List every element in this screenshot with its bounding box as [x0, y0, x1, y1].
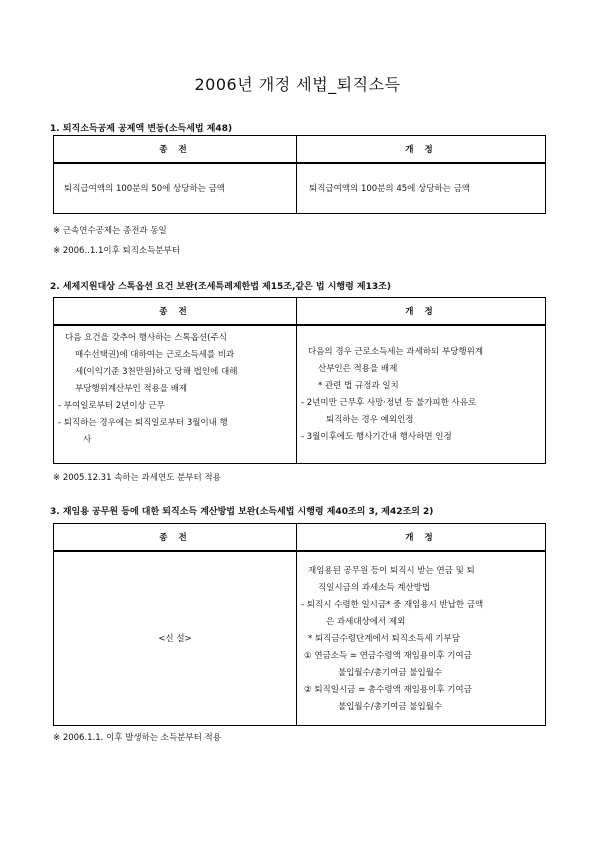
section-1-after-text: 퇴직급여액의 100분의 45에 상당하는 금액	[309, 184, 471, 195]
section-1-note: ※ 근속연수공제는 종전과 동일	[53, 226, 167, 236]
section-1-after-cell	[297, 163, 546, 213]
section-3-after-line: 은 과세대상에서 제외	[326, 617, 406, 627]
section-3-after-line: 불입월수/총기여금 불입월수	[338, 702, 443, 712]
section-3-heading: 3. 재임용 공무원 등에 대한 퇴직소득 계산방법 보완(소득세법 시행령 제40조의 3, 제42조의 2)	[50, 507, 434, 517]
column-header-after: 개 정	[297, 136, 546, 164]
section-2-after-line: - 3월이후에도 행사기간내 행사하면 인정	[301, 432, 452, 442]
section-3-before-cell	[54, 551, 297, 725]
section-3-table	[53, 523, 546, 726]
section-3-note: ※ 2006.1.1. 이후 발생하는 소득분부터 적용	[53, 733, 221, 743]
section-2-table	[53, 297, 546, 464]
section-2-before-line: 다음 요건을 갖추어 행사하는 스톡옵션(주식	[65, 333, 227, 343]
section-2-before-line: - 퇴직하는 경우에는 퇴직일로부터 3월이내 행	[58, 418, 228, 428]
section-2-before-line: 세(이익기준 3천만원)하고 당해 법인에 대해	[75, 367, 238, 377]
column-header-before: 종 전	[54, 298, 297, 326]
section-2-note: ※ 2005.12.31 속하는 과세연도 분부터 적용	[53, 473, 221, 483]
section-3-after-line: 불입월수/총기여금 불입월수	[338, 668, 443, 678]
section-2-before-line: 부당행위계산부인 적용을 배제	[75, 384, 188, 394]
section-3-after-cell	[297, 551, 546, 725]
section-2-after-line: * 관련 법 규정과 일치	[318, 381, 399, 391]
section-2-after-line: 다음의 경우 근로소득세는 과세하되 부당행위계	[308, 347, 484, 357]
section-1-heading: 1. 퇴직소득공제 공제액 변동(소득세법 제48)	[50, 124, 233, 134]
section-2-after-line: - 2년미만 근무후 사망·정년 등 불가피한 사유로	[301, 398, 477, 408]
new-provision-label: <신 설>	[158, 634, 192, 645]
section-2-before-line: 매수선택권)에 대하여는 근로소득세를 비과	[75, 350, 235, 360]
section-2-after-cell	[297, 325, 546, 463]
section-3-after-line: ② 퇴직일시금 = 총수령액 재임용이후 기여금	[304, 685, 472, 695]
section-2-before-cell	[54, 325, 297, 463]
section-3-after-line: 재임용된 공무원 등이 퇴직시 받는 연금 및 퇴	[308, 566, 475, 576]
section-2-after-line: 산부인은 적용을 배제	[318, 364, 398, 374]
section-3-after-line: 직일시금의 과세소득 계산방법	[318, 583, 431, 593]
section-2-after-line: 퇴직하는 경우 예외인정	[326, 415, 414, 425]
section-3-after-line: * 퇴직금수령단계에서 퇴직소득세 기부담	[308, 634, 460, 644]
section-2-before-line: 사	[83, 435, 92, 445]
section-2-before-line: - 부여일로부터 2년이상 근무	[58, 401, 165, 411]
section-3-after-line: - 퇴직시 수령한 일시금* 중 재임용시 반납한 금액	[301, 600, 484, 610]
column-header-before: 종 전	[54, 524, 297, 552]
column-header-before: 종 전	[54, 136, 297, 164]
section-3-after-line: ① 연금소득 = 연금수령액 재임용이후 기여금	[304, 651, 472, 661]
section-1-before-text: 퇴직급여액의 100분의 50에 상당하는 금액	[64, 184, 226, 195]
section-1-note: ※ 2006..1.1이후 퇴직소득분부터	[53, 246, 180, 256]
section-2-heading: 2. 세제지원대상 스톡옵션 요건 보완(조세특례제한법 제15조,같은 법 시행령 제13조)	[50, 282, 391, 292]
page-title: 2006년 개정 세법_퇴직소득	[194, 75, 401, 94]
section-1-before-cell	[54, 163, 297, 213]
section-1-table	[53, 135, 546, 214]
column-header-after: 개 정	[297, 298, 546, 326]
column-header-after: 개 정	[297, 524, 546, 552]
